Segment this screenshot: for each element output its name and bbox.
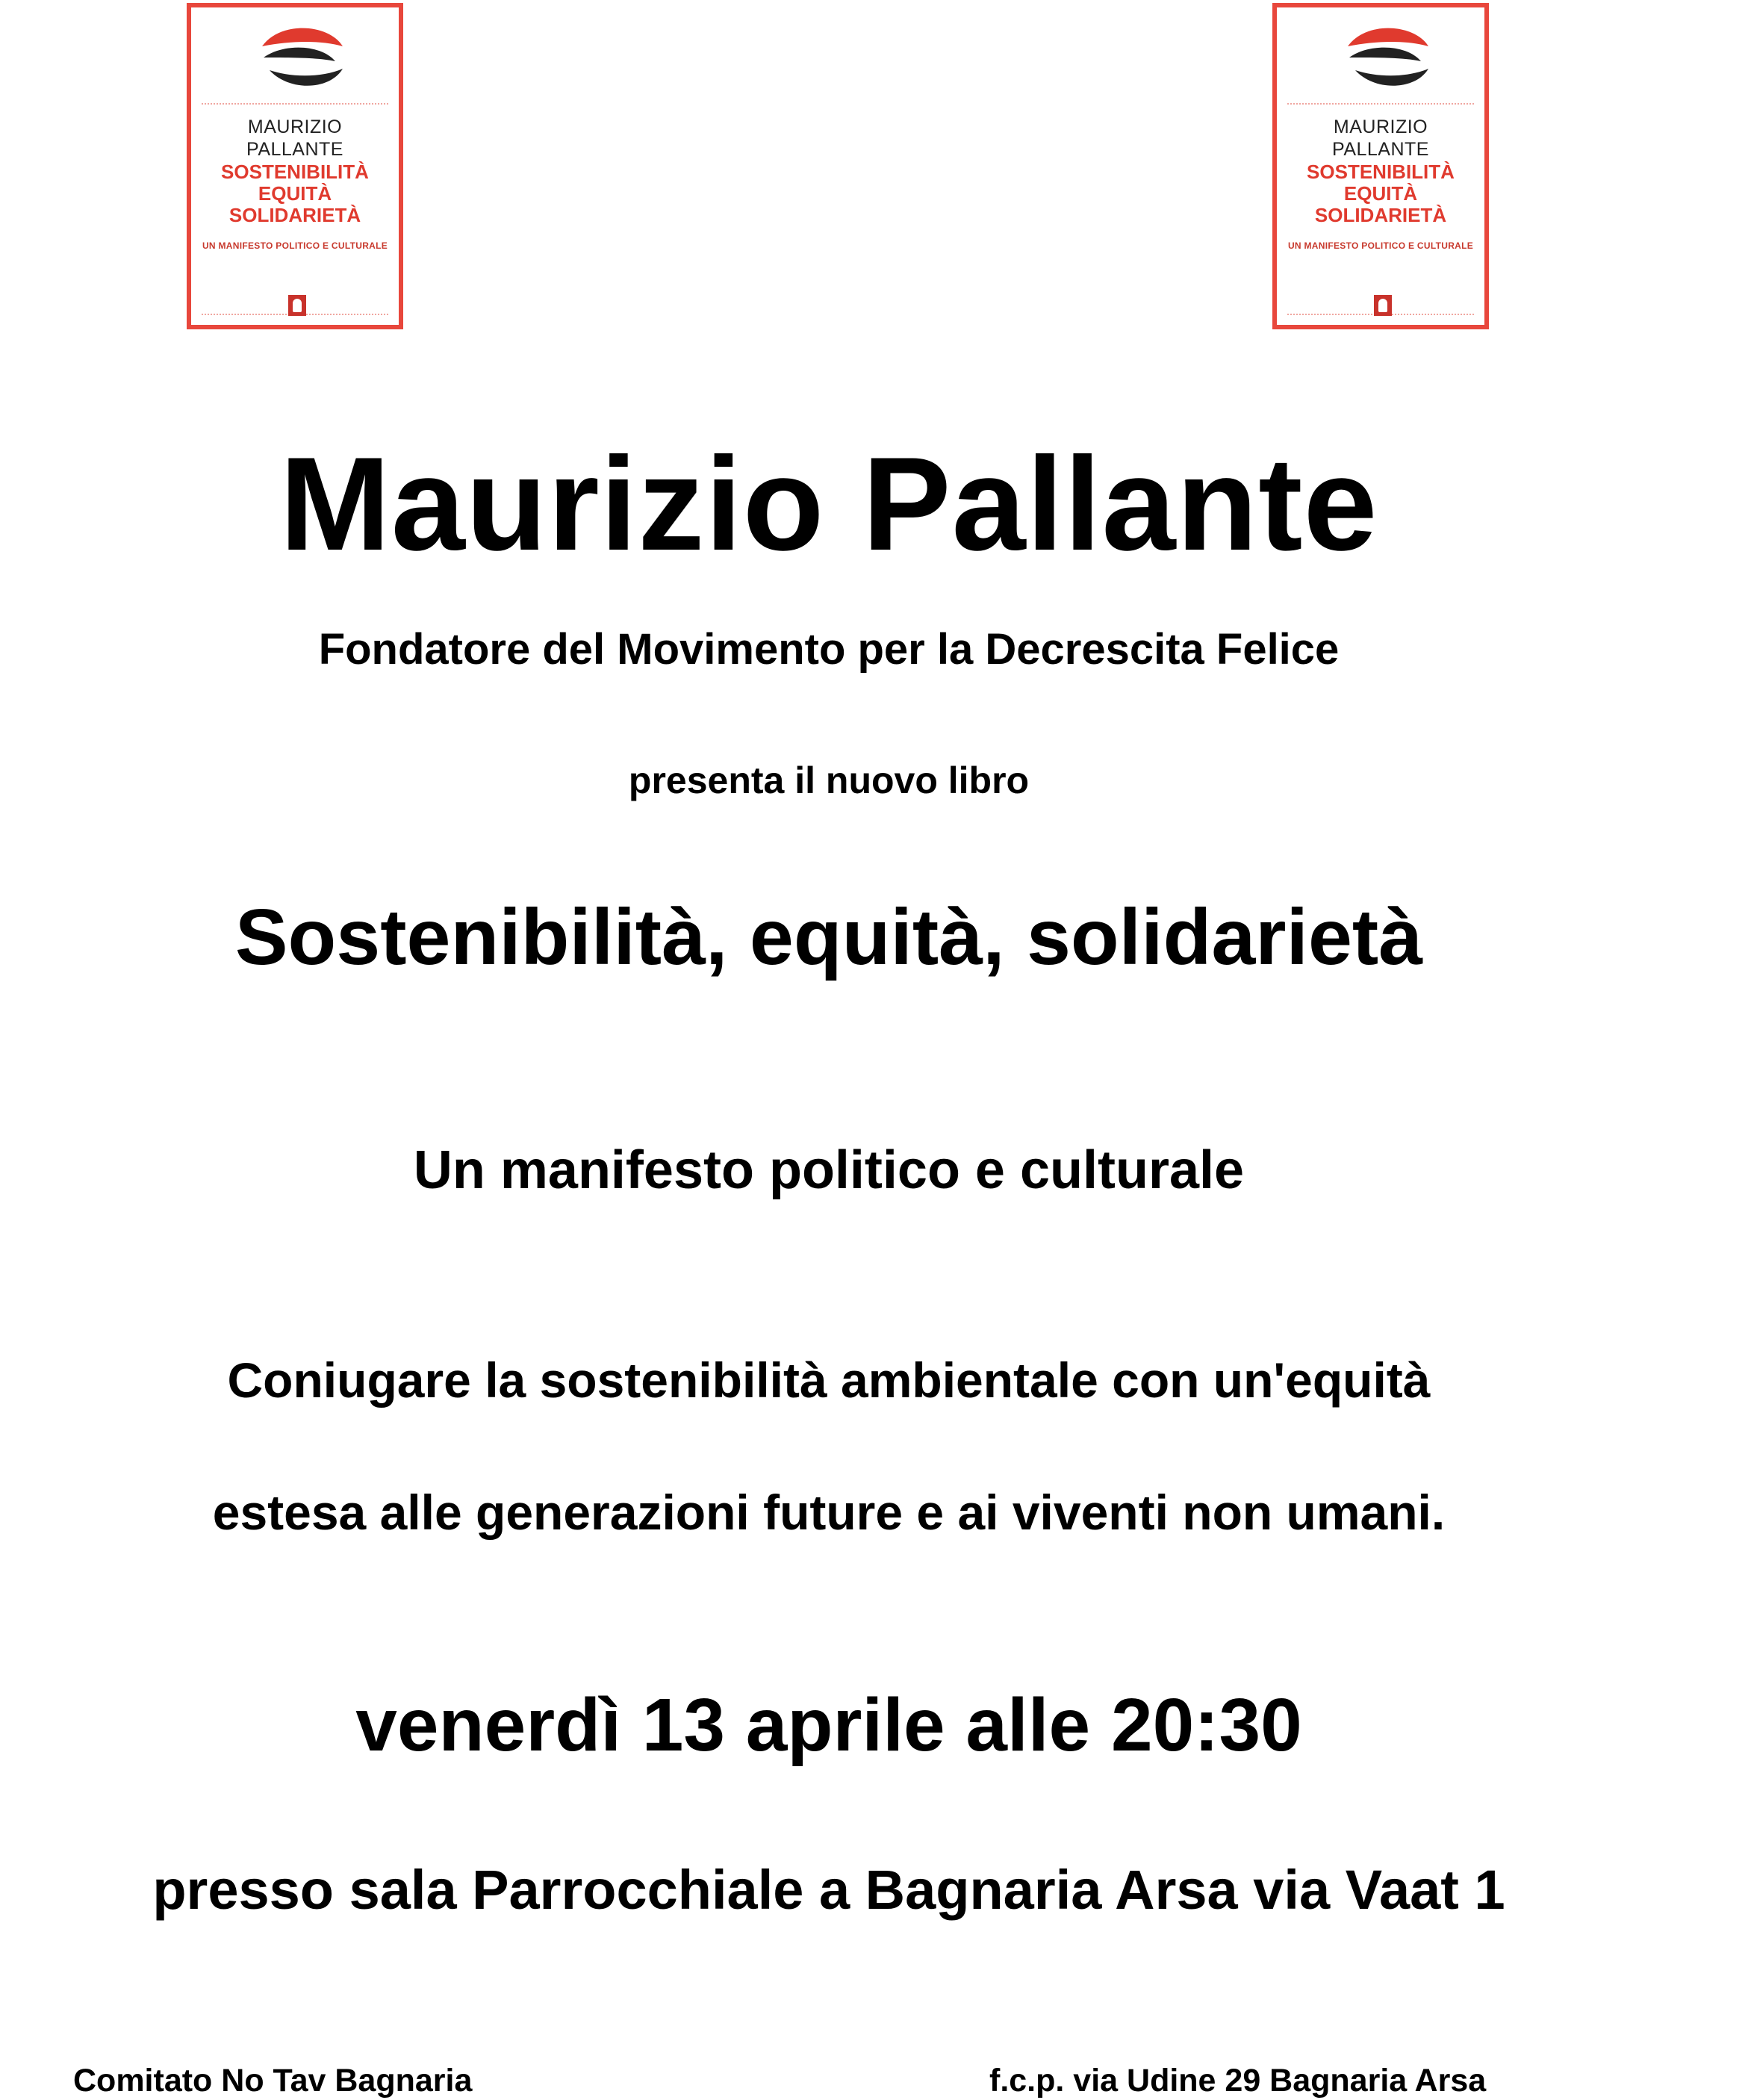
cover-subtitle: UN MANIFESTO POLITICO E CULTURALE xyxy=(1287,240,1474,251)
cover-author-first: MAURIZIO xyxy=(247,117,343,137)
description-line-1: Coniugare la sostenibilità ambientale con un'equità xyxy=(227,1352,1431,1408)
description-line-2: estesa alle generazioni future e ai viventi non umani. xyxy=(212,1485,1446,1540)
cover-author-last: PALLANTE xyxy=(246,139,343,160)
cover-title-1: SOSTENIBILITÀ xyxy=(1307,161,1455,183)
cover-title-2: EQUITÀ xyxy=(258,182,332,205)
book-cover-right xyxy=(1272,3,1489,329)
speaker-name: Maurizio Pallante xyxy=(279,429,1378,578)
publisher-logo-icon xyxy=(288,295,306,316)
print-note: f.c.p. via Udine 29 Bagnaria Arsa xyxy=(989,2063,1487,2099)
speaker-role: Fondatore del Movimento per la Decrescita Felice xyxy=(318,625,1340,674)
cover-title-1: SOSTENIBILITÀ xyxy=(221,161,369,183)
book-subtitle: Un manifesto politico e culturale xyxy=(413,1140,1245,1200)
book-title: Sostenibilità, equità, solidarietà xyxy=(234,893,1423,981)
organizer-credit: Comitato No Tav Bagnaria xyxy=(73,2063,473,2099)
cover-subtitle: UN MANIFESTO POLITICO E CULTURALE xyxy=(202,240,388,251)
intro-text: presenta il nuovo libro xyxy=(628,759,1030,801)
cover-title-3: SOLIDARIETÀ xyxy=(228,204,361,226)
cover-divider xyxy=(1287,103,1474,105)
publisher-logo-icon xyxy=(1374,295,1392,316)
cover-author-first: MAURIZIO xyxy=(1333,117,1428,137)
cover-divider xyxy=(202,103,388,105)
cover-title-3: SOLIDARIETÀ xyxy=(1314,204,1447,226)
event-venue: presso sala Parrocchiale a Bagnaria Arsa via Vaat 1 xyxy=(152,1859,1505,1921)
leaf-logo-icon xyxy=(1333,24,1437,99)
leaf-logo-icon xyxy=(247,24,352,99)
cover-title-2: EQUITÀ xyxy=(1343,182,1418,205)
book-cover-left xyxy=(187,3,403,329)
cover-author-last: PALLANTE xyxy=(1332,139,1429,160)
event-date-time: venerdì 13 aprile alle 20:30 xyxy=(355,1683,1302,1767)
